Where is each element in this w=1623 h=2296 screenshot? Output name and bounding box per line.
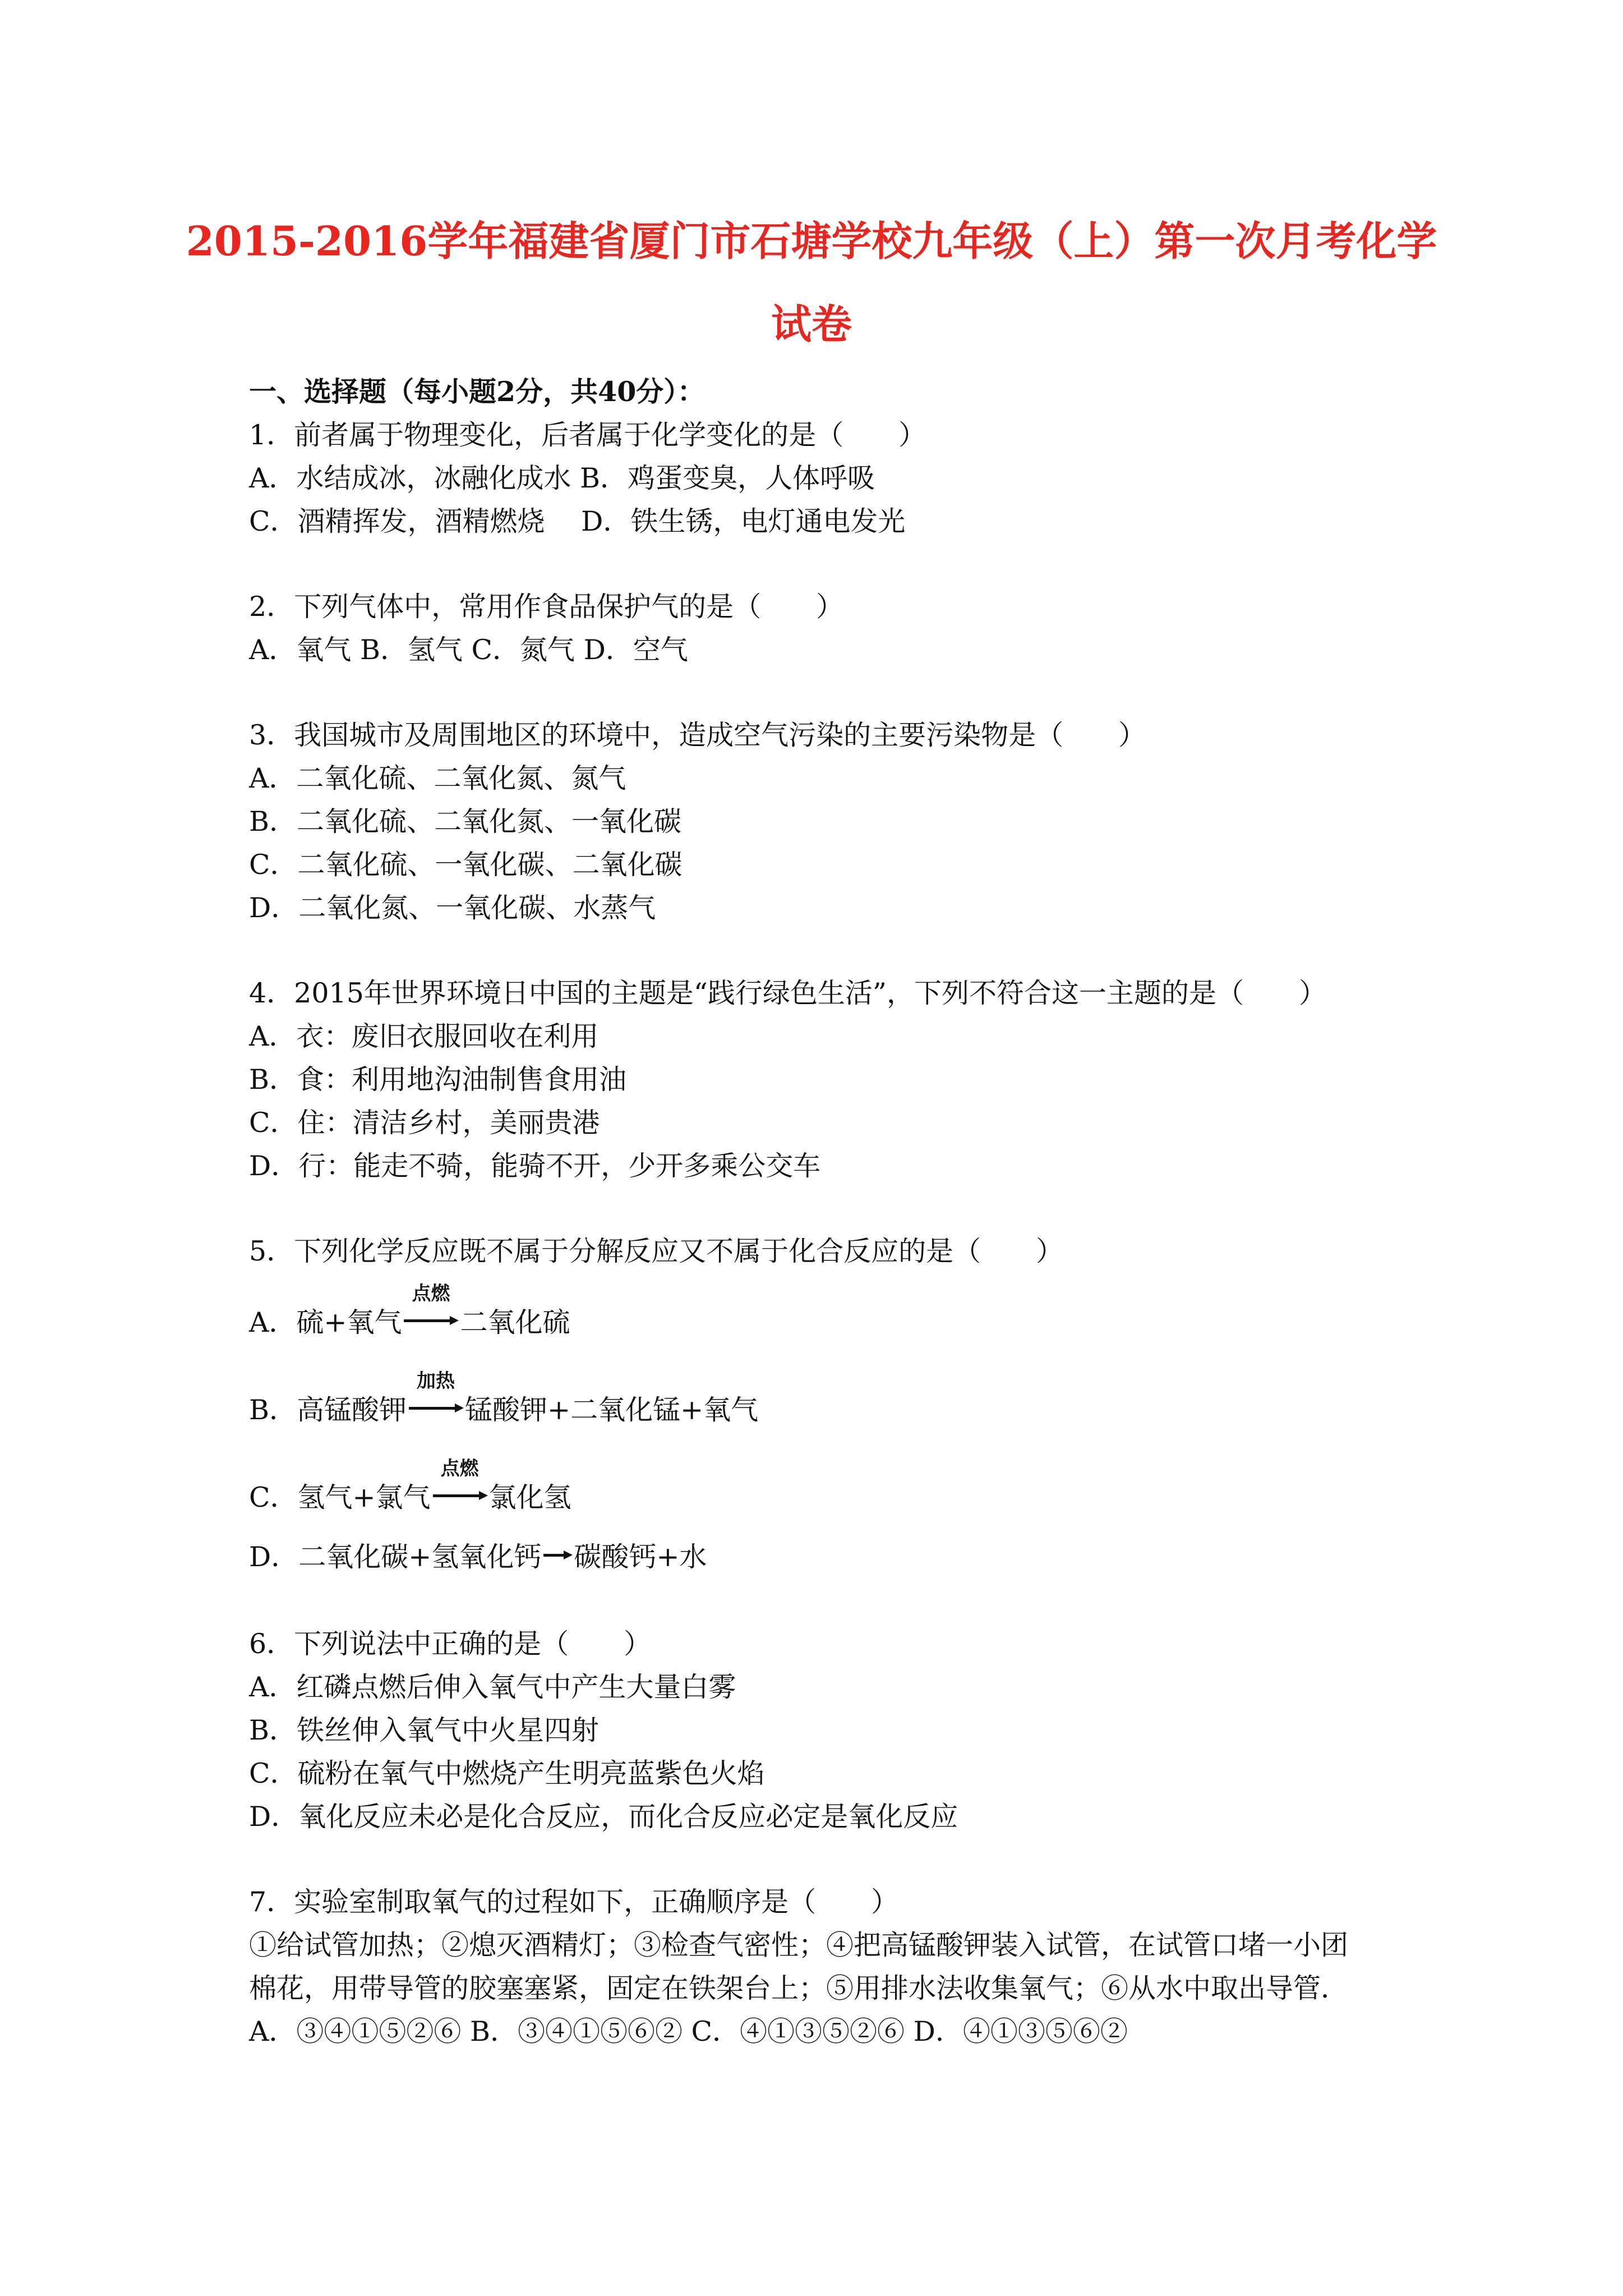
question-stem: 6．下列说法中正确的是（ ）	[249, 1628, 652, 1660]
section-heading-choice: 一、选择题（每小题2分，共40分）：	[249, 375, 705, 408]
products: 锰酸钾+二氧化锰+氧气	[465, 1394, 759, 1426]
question-6	[249, 1622, 1421, 1838]
options-row: A．③④①⑤②⑥ B．③④①⑤⑥② C．④①③⑤②⑥ D．④①③⑤⑥②	[249, 2016, 1128, 2047]
option-d: D．行：能走不骑，能骑不开，少开多乘公交车	[249, 1150, 821, 1182]
question-stem: 7．实验室制取氧气的过程如下，正确顺序是（ ）	[249, 1886, 899, 1918]
question-1	[249, 413, 1421, 543]
question-7	[249, 1880, 1421, 2053]
question-4	[249, 972, 1421, 1188]
exam-title-line-1: 2015-2016学年福建省厦门市石塘学校九年级（上）第一次月考化学	[186, 217, 1437, 265]
exam-title-line-2: 试卷	[771, 300, 852, 348]
reaction-condition: 加热	[417, 1370, 455, 1392]
exam-content	[249, 370, 1421, 2053]
options-row: C．酒精挥发，酒精燃烧 D．铁生锈，电灯通电发光	[249, 505, 906, 537]
reaction-condition: 点燃	[412, 1282, 450, 1305]
question-stem: 1．前者属于物理变化，后者属于化学变化的是（ ）	[249, 419, 926, 451]
option-c: C．二氧化硫、一氧化碳、二氧化碳	[249, 849, 683, 881]
procedure-text: ①给试管加热；②熄灭酒精灯；③检查气密性；④把高锰酸钾装入试管，在试管口堵一小团	[249, 1929, 1349, 1961]
products: 碳酸钙+水	[574, 1541, 707, 1573]
reactants: D．二氧化碳+氢氧化钙	[249, 1541, 542, 1573]
option-a: A．衣：废旧衣服回收在利用	[249, 1020, 599, 1052]
option-b: B．铁丝伸入氧气中火星四射	[249, 1714, 600, 1746]
options-row: A．水结成冰，冰融化成水 B．鸡蛋变臭，人体呼吸	[249, 462, 875, 494]
option-d: D．氧化反应未必是化合反应，而化合反应必定是氧化反应	[249, 1801, 958, 1833]
option-c: C．住：清洁乡村，美丽贵港	[249, 1107, 600, 1139]
reaction-arrow-icon	[403, 1282, 459, 1332]
option-b: B．二氧化硫、二氧化氮、一氧化碳	[249, 806, 682, 838]
question-2	[249, 585, 1421, 671]
question-stem: 4．2015年世界环境日中国的主题是“践行绿色生活”，下列不符合这一主题的是（ ）	[249, 977, 1326, 1009]
question-stem: 2．下列气体中，常用作食品保护气的是（ ）	[249, 591, 844, 623]
question-stem: 3．我国城市及周围地区的环境中，造成空气污染的主要污染物是（ ）	[249, 719, 1146, 751]
option-c: C．硫粉在氧气中燃烧产生明亮蓝紫色火焰	[249, 1757, 765, 1789]
products: 氯化氢	[488, 1481, 571, 1513]
option-a	[249, 1273, 1421, 1360]
option-b	[249, 1360, 1421, 1448]
arrow-right-icon	[541, 1544, 574, 1566]
option-d: D．二氧化氮、一氧化碳、水蒸气	[249, 892, 656, 924]
option-a: A．二氧化硫、二氧化氮、氮气	[249, 762, 626, 794]
procedure-text: 棉花，用带导管的胶塞塞紧，固定在铁架台上；⑤用排水法收集氧气；⑥从水中取出导管．	[249, 1972, 1349, 2004]
reaction-arrow-icon	[432, 1457, 488, 1507]
option-c	[249, 1448, 1421, 1535]
reactants: B．高锰酸钾	[249, 1394, 407, 1426]
option-d	[249, 1535, 1421, 1580]
option-b: B．食：利用地沟油制售食用油	[249, 1064, 627, 1096]
options-row: A．氧气 B．氢气 C．氮气 D．空气	[249, 634, 688, 666]
question-3	[249, 714, 1421, 930]
question-5	[249, 1230, 1421, 1580]
products: 二氧化硫	[460, 1306, 570, 1338]
reaction-condition: 点燃	[440, 1457, 479, 1480]
reaction-arrow-icon	[408, 1370, 464, 1419]
question-stem: 5．下列化学反应既不属于分解反应又不属于化合反应的是（ ）	[249, 1235, 1064, 1267]
reactants: C．氢气+氯气	[249, 1481, 431, 1513]
reactants: A．硫+氧气	[249, 1306, 402, 1338]
option-a: A．红磷点燃后伸入氧气中产生大量白雾	[249, 1671, 736, 1703]
